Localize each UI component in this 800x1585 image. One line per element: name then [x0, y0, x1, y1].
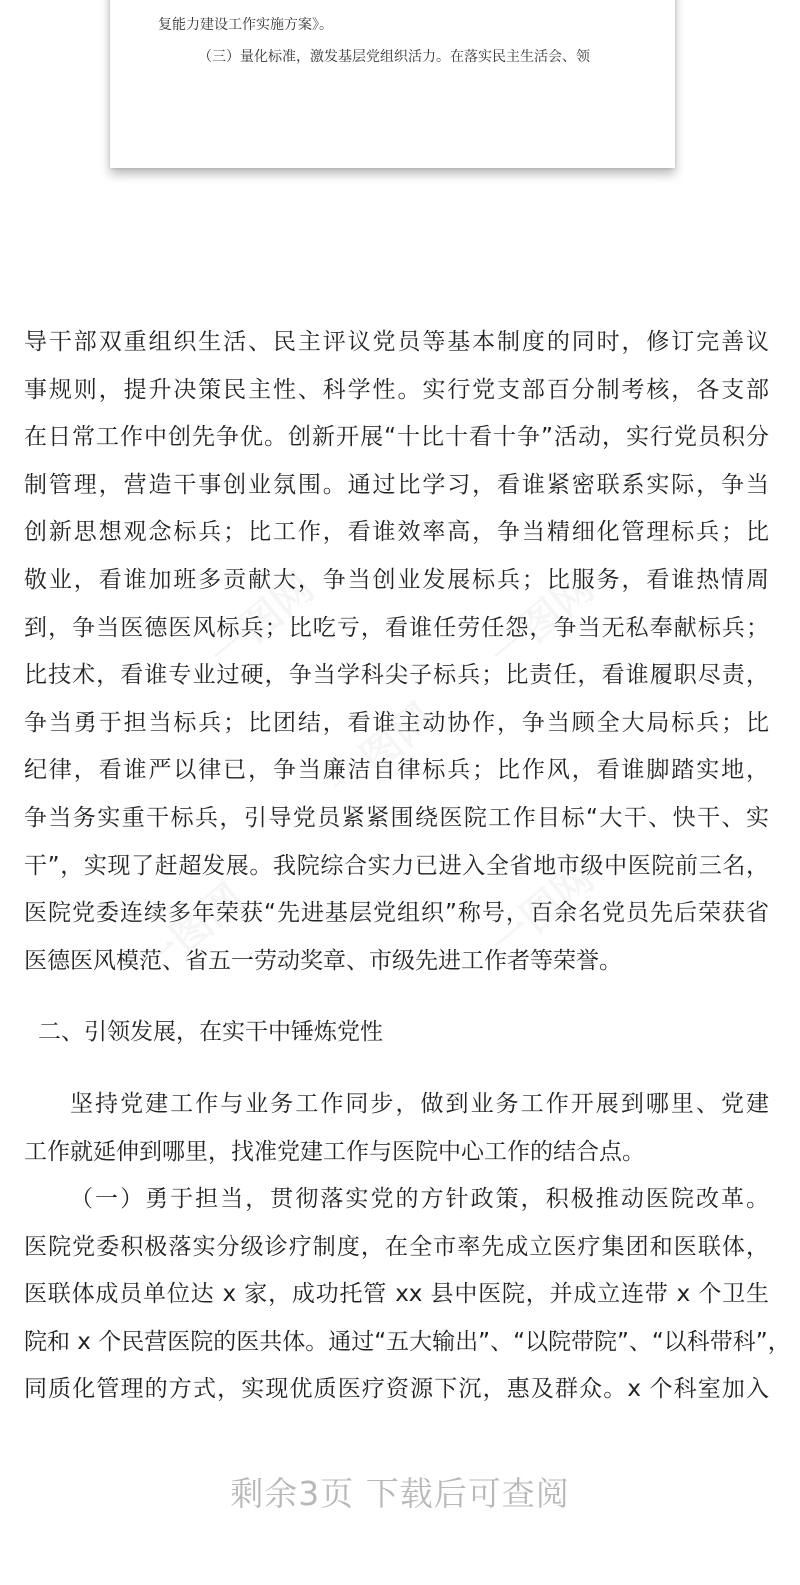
- text-line: 制管理，营造干事创业氛围。通过比学习，看谁紧密联系实际，争当: [24, 471, 769, 498]
- document-preview-card: [110, 0, 675, 168]
- text-line: 医院党委连续多年荣获“先进基层党组织”称号，百余名党员先后荣获省: [24, 900, 769, 927]
- text-line: 同质化管理的方式，实现优质医疗资源下沉，惠及群众。x 个科室加入: [24, 1376, 769, 1403]
- document-body: [24, 319, 791, 1414]
- text-line: 比技术，看谁专业过硬，争当学科尖子标兵；比责任，看谁履职尽责，: [24, 662, 769, 689]
- text-line: 敬业，看谁加班多贡献大，争当创业发展标兵；比服务，看谁热情周: [24, 566, 769, 593]
- text-line: 导干部双重组织生活、民主评议党员等基本制度的同时，修订完善议: [24, 329, 769, 355]
- preview-line: 复能力建设工作实施方案》。: [158, 17, 333, 33]
- text-line: 纪律，看谁严以律已，争当廉洁自律标兵；比作风，看谁脚踏实地，: [24, 757, 769, 784]
- text-line: 争当务实重干标兵，引导党员紧紧围绕医院工作目标“大干、快干、实: [24, 804, 769, 831]
- text-line: 争当勇于担当标兵；比团结，看谁主动协作，争当顾全大局标兵；比: [24, 709, 769, 736]
- text-line: 工作就延伸到哪里，找准党建工作与医院中心工作的结合点。: [24, 1138, 645, 1165]
- text-line: 医联体成员单位达 x 家，成功托管 xx 县中医院，并成立连带 x 个卫生: [24, 1281, 769, 1308]
- text-line: 在日常工作中创先争优。创新开展“十比十看十争”活动，实行党员积分: [24, 424, 769, 451]
- text-line: 医院党委积极落实分级诊疗制度，在全市率先成立医疗集团和医联体，: [24, 1233, 769, 1260]
- text-line: 干”，实现了赶超发展。我院综合实力已进入全省地市级中医院前三名，: [24, 852, 769, 879]
- text-line: 到，争当医德医风标兵；比吃亏，看谁任劳任怨，争当无私奉献标兵；: [24, 614, 769, 641]
- remaining-pages-notice[interactable]: 剩余3页 下载后可查阅: [230, 1474, 570, 1513]
- text-line: 事规则，提升决策民主性、科学性。实行党支部百分制考核，各支部: [24, 376, 769, 403]
- preview-line: （三）量化标准，激发基层党组织活力。在落实民主生活会、领: [198, 49, 590, 65]
- text-line: 院和 x 个民营医院的医共体。通过“五大输出”、“以院带院”、“以科带科”，: [24, 1328, 791, 1355]
- text-line: 坚持党建工作与业务工作同步，做到业务工作开展到哪里、党建: [70, 1090, 769, 1117]
- text-line: 创新思想观念标兵；比工作，看谁效率高，争当精细化管理标兵；比: [24, 519, 769, 546]
- text-line: （一）勇于担当，贯彻落实党的方针政策，积极推动医院改革。: [70, 1186, 769, 1213]
- text-line: 医德医风模范、省五一劳动奖章、市级先进工作者等荣誉。: [24, 947, 622, 974]
- section-heading: 二、引领发展，在实干中锤炼党性: [38, 1019, 383, 1046]
